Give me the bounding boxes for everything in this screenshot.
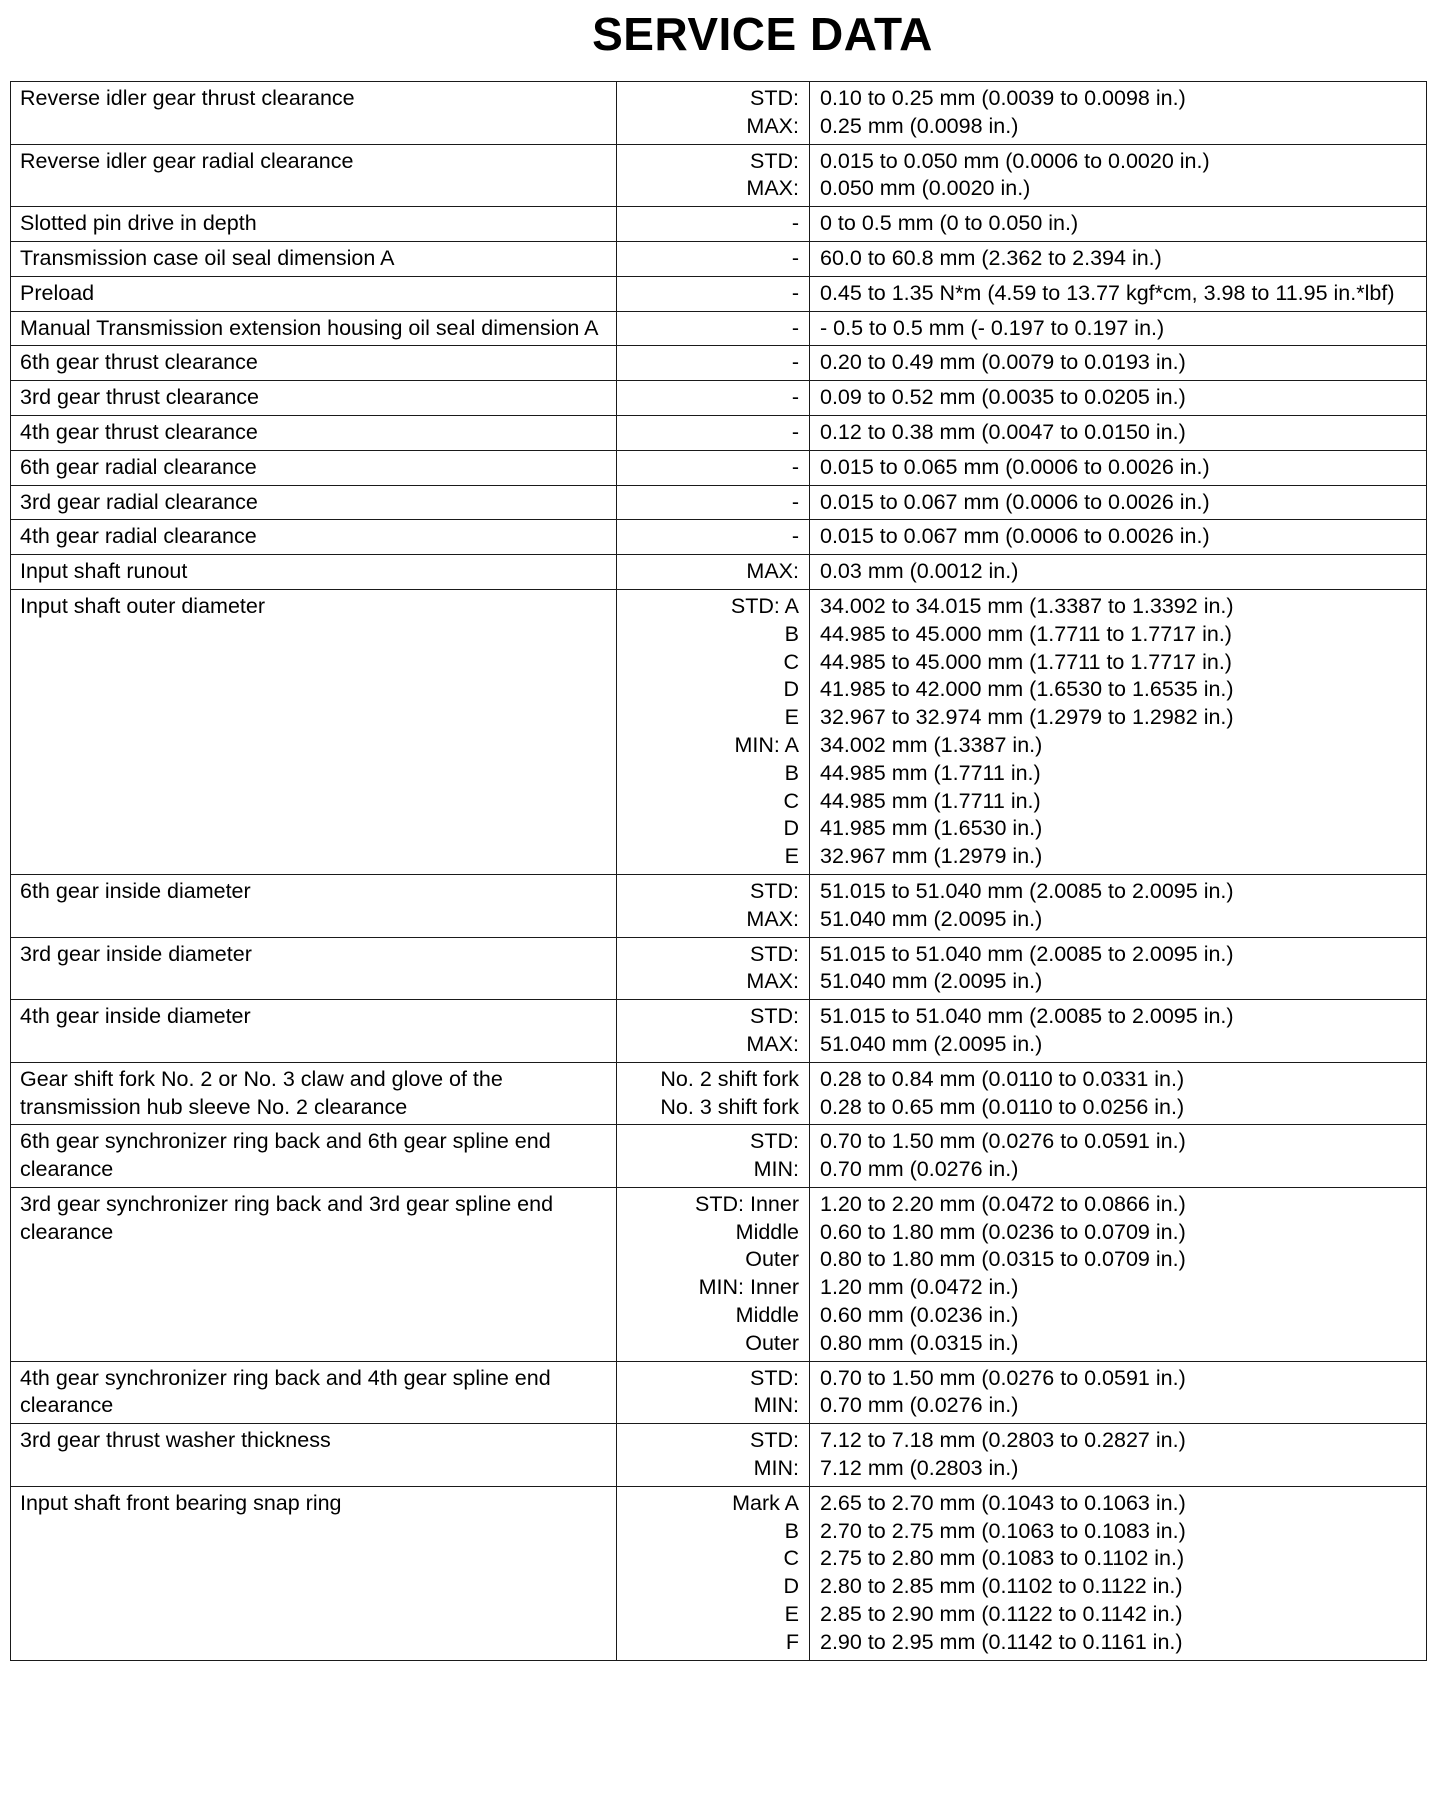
spec-condition-label: MAX: (746, 113, 799, 138)
spec-value-line: 0.70 to 1.50 mm (0.0276 to 0.0591 in.) (820, 1365, 1186, 1390)
spec-item-name: Input shaft runout (11, 555, 617, 590)
spec-value-line: 44.985 mm (1.7711 in.) (820, 760, 1041, 785)
spec-item-name: 3rd gear thrust washer thickness (11, 1424, 617, 1487)
spec-value-line: 0.70 to 1.50 mm (0.0276 to 0.0591 in.) (820, 1129, 1186, 1154)
spec-item-name: Preload (11, 276, 617, 311)
spec-condition (617, 1486, 810, 1660)
spec-condition-label: - (791, 211, 799, 236)
spec-condition-label: MAX: (746, 559, 799, 584)
spec-value (810, 346, 1427, 381)
spec-condition-label: MIN: (753, 1157, 799, 1182)
table-row (11, 520, 1427, 555)
spec-condition (617, 589, 810, 874)
spec-value (810, 1000, 1427, 1063)
spec-condition-label: B (784, 621, 799, 646)
spec-value-line: 51.015 to 51.040 mm (2.0085 to 2.0095 in.) (820, 941, 1234, 966)
spec-condition (617, 1361, 810, 1424)
spec-value-line: 51.040 mm (2.0095 in.) (820, 969, 1043, 994)
spec-value-line: 44.985 to 45.000 mm (1.7711 to 1.7717 in.) (820, 649, 1232, 674)
spec-value-line: 44.985 mm (1.7711 in.) (820, 788, 1041, 813)
spec-condition (617, 381, 810, 416)
spec-value (810, 874, 1427, 937)
spec-value-line: 0.12 to 0.38 mm (0.0047 to 0.0150 in.) (820, 419, 1186, 444)
spec-condition-label: STD: (750, 941, 799, 966)
spec-condition (617, 1125, 810, 1188)
spec-condition-label: - (791, 280, 799, 305)
spec-condition (617, 874, 810, 937)
spec-condition-label: STD: (750, 148, 799, 173)
spec-condition-label: - (791, 245, 799, 270)
spec-value-line: 0.70 mm (0.0276 in.) (820, 1157, 1019, 1182)
spec-value (810, 520, 1427, 555)
spec-condition-label: - (791, 489, 799, 514)
spec-condition-label: - (791, 385, 799, 410)
spec-value (810, 381, 1427, 416)
spec-condition-label: MIN: (753, 1393, 799, 1418)
spec-value-line: 2.85 to 2.90 mm (0.1122 to 0.1142 in.) (820, 1602, 1183, 1627)
spec-condition (617, 346, 810, 381)
spec-item-name: Slotted pin drive in depth (11, 207, 617, 242)
spec-condition-label: STD: A (730, 593, 799, 618)
spec-item-name: 4th gear radial clearance (11, 520, 617, 555)
spec-item-name: 3rd gear thrust clearance (11, 381, 617, 416)
spec-condition-label: STD: (750, 86, 799, 110)
spec-condition (617, 1062, 810, 1125)
table-row (11, 381, 1427, 416)
table-row (11, 1361, 1427, 1424)
spec-value (810, 589, 1427, 874)
spec-value (810, 415, 1427, 450)
spec-value-line: 0.03 mm (0.0012 in.) (820, 559, 1019, 584)
spec-value-line: 51.040 mm (2.0095 in.) (820, 1031, 1043, 1056)
spec-item-name: Gear shift fork No. 2 or No. 3 claw and glove of the transmission hub sleeve No. 2 clearance (11, 1062, 617, 1125)
spec-condition (617, 144, 810, 207)
spec-condition-label: MIN: (753, 1456, 799, 1481)
table-row (11, 311, 1427, 346)
spec-value-line: 32.967 to 32.974 mm (1.2979 to 1.2982 in.) (820, 705, 1234, 730)
spec-condition-label: No. 2 shift fork (660, 1066, 799, 1091)
spec-condition-label: Middle (735, 1219, 799, 1244)
spec-value-line: 2.70 to 2.75 mm (0.1063 to 0.1083 in.) (820, 1518, 1186, 1543)
table-row (11, 144, 1427, 207)
spec-item-name: Manual Transmission extension housing oil seal dimension A (11, 311, 617, 346)
spec-value-line: 0.015 to 0.065 mm (0.0006 to 0.0026 in.) (820, 454, 1210, 479)
spec-value-line: 0.015 to 0.067 mm (0.0006 to 0.0026 in.) (820, 524, 1210, 549)
spec-condition (617, 311, 810, 346)
spec-condition-label: - (791, 315, 799, 340)
spec-value (810, 241, 1427, 276)
table-row (11, 874, 1427, 937)
service-data-table-body (11, 82, 1427, 1661)
spec-value-line: 0.10 to 0.25 mm (0.0039 to 0.0098 in.) (820, 86, 1186, 110)
spec-value-line: 0.015 to 0.067 mm (0.0006 to 0.0026 in.) (820, 489, 1210, 514)
table-row (11, 1125, 1427, 1188)
spec-value-line: 41.985 mm (1.6530 in.) (820, 816, 1043, 841)
table-row (11, 589, 1427, 874)
spec-condition-label: E (784, 1602, 799, 1627)
spec-condition-label: D (783, 677, 799, 702)
spec-condition-label: MIN: A (734, 732, 799, 757)
table-row (11, 1486, 1427, 1660)
spec-condition-label: - (791, 419, 799, 444)
spec-condition (617, 241, 810, 276)
spec-condition (617, 937, 810, 1000)
spec-condition-label: STD: Inner (695, 1191, 799, 1216)
table-row (11, 241, 1427, 276)
table-row (11, 415, 1427, 450)
spec-value (810, 937, 1427, 1000)
spec-condition-label: Outer (745, 1247, 799, 1272)
spec-item-name: 4th gear inside diameter (11, 1000, 617, 1063)
spec-condition-label: STD: (750, 1365, 799, 1390)
spec-value-line: 0.60 to 1.80 mm (0.0236 to 0.0709 in.) (820, 1219, 1186, 1244)
spec-condition-label: B (784, 760, 799, 785)
spec-condition-label: STD: (750, 1428, 799, 1453)
spec-value-line: 34.002 mm (1.3387 in.) (820, 732, 1043, 757)
spec-condition-label: MAX: (746, 1031, 799, 1056)
spec-value (810, 1062, 1427, 1125)
table-row (11, 82, 1427, 145)
spec-value-line: 0.60 mm (0.0236 in.) (820, 1303, 1019, 1328)
spec-condition-label: - (791, 524, 799, 549)
spec-condition (617, 1187, 810, 1361)
spec-condition-label: STD: (750, 1004, 799, 1029)
spec-condition-label: Mark A (732, 1490, 799, 1515)
spec-value-line: 0.015 to 0.050 mm (0.0006 to 0.0020 in.) (820, 148, 1210, 173)
spec-value-line: 2.90 to 2.95 mm (0.1142 to 0.1161 in.) (820, 1629, 1183, 1654)
table-row (11, 1062, 1427, 1125)
spec-condition (617, 485, 810, 520)
spec-value-line: 44.985 to 45.000 mm (1.7711 to 1.7717 in.) (820, 621, 1232, 646)
spec-item-name: 3rd gear inside diameter (11, 937, 617, 1000)
spec-condition-label: Middle (735, 1303, 799, 1328)
spec-condition-label: MAX: (746, 906, 799, 931)
spec-item-name: Reverse idler gear thrust clearance (11, 82, 617, 145)
spec-value (810, 1187, 1427, 1361)
spec-value-line: 2.75 to 2.80 mm (0.1083 to 0.1102 in.) (820, 1546, 1185, 1571)
spec-value-line: 0.25 mm (0.0098 in.) (820, 113, 1019, 138)
spec-condition-label: D (783, 816, 799, 841)
spec-value (810, 82, 1427, 145)
spec-condition (617, 415, 810, 450)
table-row (11, 937, 1427, 1000)
spec-value-line: 0.28 to 0.65 mm (0.0110 to 0.0256 in.) (820, 1094, 1185, 1119)
spec-condition-label: C (783, 1546, 799, 1571)
spec-condition (617, 1000, 810, 1063)
spec-condition-label: F (785, 1629, 799, 1654)
table-row (11, 276, 1427, 311)
spec-value-line: 1.20 to 2.20 mm (0.0472 to 0.0866 in.) (820, 1191, 1186, 1216)
spec-item-name: 6th gear radial clearance (11, 450, 617, 485)
spec-value (810, 555, 1427, 590)
spec-condition-label: MIN: Inner (698, 1275, 799, 1300)
spec-value-line: - 0.5 to 0.5 mm (- 0.197 to 0.197 in.) (820, 315, 1165, 340)
spec-value-line: 0.09 to 0.52 mm (0.0035 to 0.0205 in.) (820, 385, 1186, 410)
spec-condition (617, 520, 810, 555)
spec-value (810, 311, 1427, 346)
spec-value-line: 0.050 mm (0.0020 in.) (820, 176, 1031, 201)
spec-condition (617, 207, 810, 242)
spec-value (810, 450, 1427, 485)
spec-value-line: 51.040 mm (2.0095 in.) (820, 906, 1043, 931)
spec-condition-label: B (784, 1518, 799, 1543)
spec-value (810, 1424, 1427, 1487)
spec-condition (617, 555, 810, 590)
spec-condition-label: D (783, 1574, 799, 1599)
page-title: SERVICE DATA (592, 8, 933, 60)
spec-condition-label: C (783, 788, 799, 813)
spec-condition-label: - (791, 454, 799, 479)
spec-item-name: 6th gear inside diameter (11, 874, 617, 937)
spec-condition-label: Outer (745, 1330, 799, 1355)
table-row (11, 346, 1427, 381)
spec-item-name: 6th gear thrust clearance (11, 346, 617, 381)
table-row (11, 450, 1427, 485)
spec-condition-label: C (783, 649, 799, 674)
spec-value-line: 0.28 to 0.84 mm (0.0110 to 0.0331 in.) (820, 1066, 1185, 1091)
spec-item-name: Input shaft front bearing snap ring (11, 1486, 617, 1660)
table-row (11, 485, 1427, 520)
spec-value (810, 485, 1427, 520)
spec-value-line: 0 to 0.5 mm (0 to 0.050 in.) (820, 211, 1079, 236)
spec-item-name: 4th gear synchronizer ring back and 4th gear spline end clearance (11, 1361, 617, 1424)
spec-value (810, 1361, 1427, 1424)
spec-value (810, 1486, 1427, 1660)
spec-value-line: 41.985 to 42.000 mm (1.6530 to 1.6535 in.) (820, 677, 1234, 702)
spec-condition (617, 450, 810, 485)
spec-condition (617, 276, 810, 311)
table-row (11, 1187, 1427, 1361)
spec-condition-label: STD: (750, 878, 799, 903)
spec-condition-label: STD: (750, 1129, 799, 1154)
spec-value-line: 0.20 to 0.49 mm (0.0079 to 0.0193 in.) (820, 350, 1186, 375)
spec-condition-label: - (791, 350, 799, 375)
service-data-table (10, 81, 1427, 1661)
spec-value (810, 276, 1427, 311)
spec-value-line: 60.0 to 60.8 mm (2.362 to 2.394 in.) (820, 245, 1162, 270)
spec-value-line: 51.015 to 51.040 mm (2.0085 to 2.0095 in.) (820, 878, 1234, 903)
spec-condition-label: E (784, 705, 799, 730)
spec-value-line: 0.80 mm (0.0315 in.) (820, 1330, 1019, 1355)
spec-condition (617, 82, 810, 145)
spec-item-name: Reverse idler gear radial clearance (11, 144, 617, 207)
spec-value-line: 7.12 to 7.18 mm (0.2803 to 0.2827 in.) (820, 1428, 1186, 1453)
spec-condition (617, 1424, 810, 1487)
spec-condition-label: E (784, 844, 799, 869)
spec-item-name: 4th gear thrust clearance (11, 415, 617, 450)
spec-value-line: 32.967 mm (1.2979 in.) (820, 844, 1043, 869)
spec-value (810, 144, 1427, 207)
spec-value-line: 0.70 mm (0.0276 in.) (820, 1393, 1019, 1418)
table-row (11, 1424, 1427, 1487)
spec-value-line: 0.45 to 1.35 N*m (4.59 to 13.77 kgf*cm, 3.98 to 11.95 in.*lbf) (820, 280, 1395, 305)
spec-condition-label: No. 3 shift fork (660, 1094, 799, 1119)
spec-value-line: 2.80 to 2.85 mm (0.1102 to 0.1122 in.) (820, 1574, 1183, 1599)
spec-value-line: 2.65 to 2.70 mm (0.1043 to 0.1063 in.) (820, 1490, 1186, 1515)
spec-condition-label: MAX: (746, 969, 799, 994)
spec-value-line: 7.12 mm (0.2803 in.) (820, 1456, 1019, 1481)
spec-value (810, 1125, 1427, 1188)
spec-item-name: 3rd gear radial clearance (11, 485, 617, 520)
table-row (11, 1000, 1427, 1063)
spec-item-name: Input shaft outer diameter (11, 589, 617, 874)
spec-value-line: 1.20 mm (0.0472 in.) (820, 1275, 1019, 1300)
spec-condition-label: MAX: (746, 176, 799, 201)
spec-value (810, 207, 1427, 242)
spec-value-line: 34.002 to 34.015 mm (1.3387 to 1.3392 in.) (820, 593, 1234, 618)
table-row (11, 207, 1427, 242)
spec-value-line: 51.015 to 51.040 mm (2.0085 to 2.0095 in.) (820, 1004, 1234, 1029)
table-row (11, 555, 1427, 590)
spec-item-name: Transmission case oil seal dimension A (11, 241, 617, 276)
spec-item-name: 3rd gear synchronizer ring back and 3rd gear spline end clearance (11, 1187, 617, 1361)
spec-item-name: 6th gear synchronizer ring back and 6th gear spline end clearance (11, 1125, 617, 1188)
spec-value-line: 0.80 to 1.80 mm (0.0315 to 0.0709 in.) (820, 1247, 1186, 1272)
